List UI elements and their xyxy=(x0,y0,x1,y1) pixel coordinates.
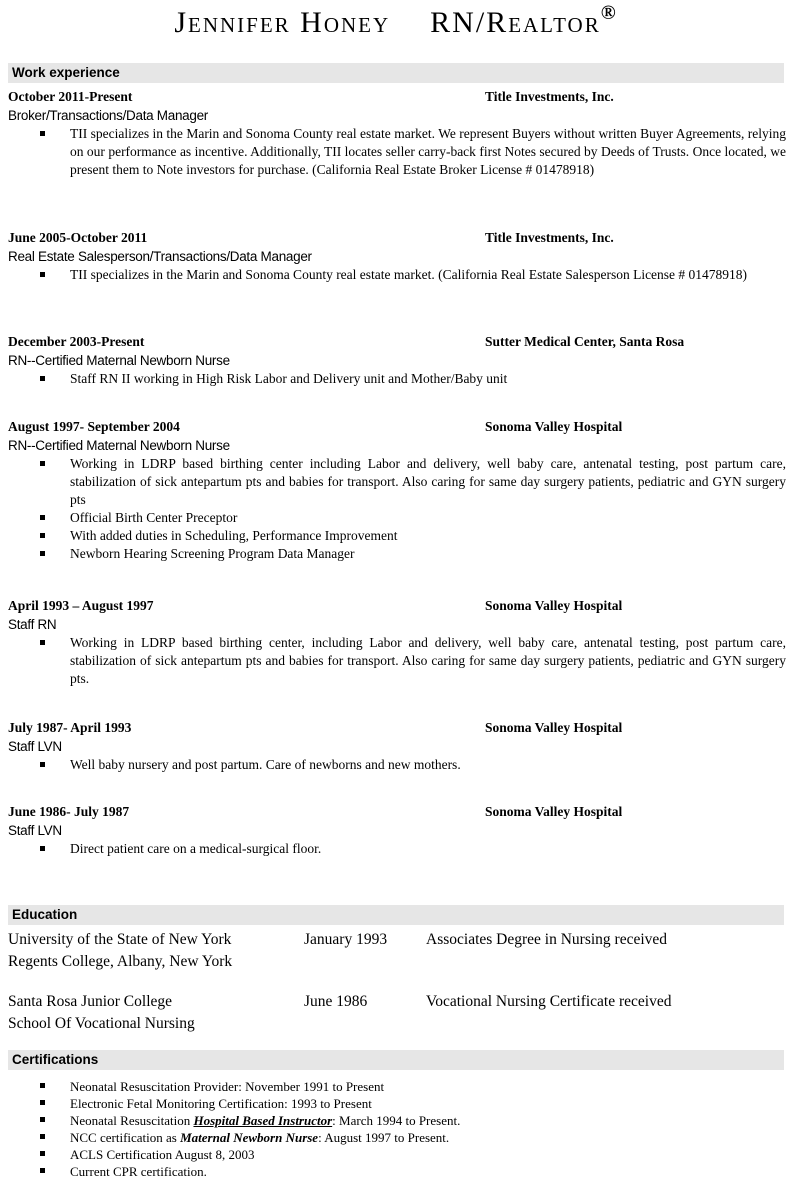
job-organization: Sutter Medical Center, Santa Rosa xyxy=(485,334,685,349)
job-organization: Sonoma Valley Hospital xyxy=(485,419,623,434)
job-organization: Sonoma Valley Hospital xyxy=(485,804,623,819)
certification-item: NCC certification as Maternal Newborn Nurse: August 1997 to Present. xyxy=(8,1129,786,1146)
emphasized-text: Maternal Newborn Nurse xyxy=(180,1130,319,1145)
job-bullet: Official Birth Center Preceptor xyxy=(8,509,786,527)
registered-mark: ® xyxy=(600,2,618,24)
certification-item: Electronic Fetal Monitoring Certification: 1993 to Present xyxy=(8,1095,786,1112)
section-header-work: Work experience xyxy=(8,63,784,83)
resume-title xyxy=(0,4,792,40)
bullet-square-icon xyxy=(40,1117,45,1122)
bullet-square-icon xyxy=(40,1151,45,1156)
credential-text: RN/Realtor xyxy=(430,6,601,39)
job-date: August 1997- September 2004 xyxy=(8,419,180,434)
emphasized-text: Hospital Based Instructor xyxy=(193,1113,333,1128)
job-bullet: TII specializes in the Marin and Sonoma County real estate market. (California Real Estate Salesperson License # 01478918) xyxy=(8,266,786,284)
bullet-square-icon xyxy=(40,1168,45,1173)
name-text: Jennifer Honey xyxy=(174,6,391,39)
bullet-square-icon xyxy=(40,461,45,466)
school-subname: Regents College, Albany, New York xyxy=(8,953,233,970)
certification-item: ACLS Certification August 8, 2003 xyxy=(8,1146,786,1163)
job-role: Staff LVN xyxy=(8,739,62,754)
job-entry xyxy=(8,230,786,284)
job-date: June 1986- July 1987 xyxy=(8,804,130,819)
job-bullet: Working in LDRP based birthing center including Labor and delivery, well baby care, antenatal testing, post partum care, stabilization of sick antepartum pts and babies for transport. Also caring for same day surgery patients, pediatric and GYN surgery pts xyxy=(8,455,786,509)
job-bullet: Direct patient care on a medical-surgical floor. xyxy=(8,840,786,858)
bullet-square-icon xyxy=(40,762,45,767)
job-bullet: Well baby nursery and post partum. Care of newborns and new mothers. xyxy=(8,756,786,774)
job-role: Real Estate Salesperson/Transactions/Data Manager xyxy=(8,249,312,264)
bullet-square-icon xyxy=(40,1134,45,1139)
bullet-square-icon xyxy=(40,376,45,381)
school-subname: School Of Vocational Nursing xyxy=(8,1015,195,1032)
job-bullet: TII specializes in the Marin and Sonoma County real estate market. We represent Buyers without written Buyer Agreements, relying on our performance as incentive. Additionally, TII locates seller carry-back first Notes secured by Deeds of Trusts. Once located, we present them to Note investors for purchase. (California Real Estate Broker License # 01478918) xyxy=(8,125,786,179)
section-header-certifications: Certifications xyxy=(8,1050,784,1070)
education-date: June 1986 xyxy=(304,993,368,1010)
job-entry xyxy=(8,804,786,858)
job-date: June 2005-October 2011 xyxy=(8,230,148,245)
job-date: April 1993 – August 1997 xyxy=(8,598,154,613)
school-name: University of the State of New York xyxy=(8,931,232,948)
bullet-square-icon xyxy=(40,533,45,538)
bullet-square-icon xyxy=(40,1083,45,1088)
bullet-square-icon xyxy=(40,551,45,556)
certification-item: Neonatal Resuscitation Provider: November 1991 to Present xyxy=(8,1078,786,1095)
job-organization: Title Investments, Inc. xyxy=(485,89,614,104)
education-degree: Vocational Nursing Certificate received xyxy=(426,993,672,1010)
job-bullet: Working in LDRP based birthing center, including Labor and delivery, well baby care, antenatal testing, post partum care, stabilization of sick antepartum pts and babies for transport. Also caring for same day surgery patients, pediatric and GYN surgery pts. xyxy=(8,634,786,688)
certification-item: Neonatal Resuscitation Hospital Based Instructor: March 1994 to Present. xyxy=(8,1112,786,1129)
school-name: Santa Rosa Junior College xyxy=(8,993,173,1010)
education-date: January 1993 xyxy=(304,931,388,948)
job-role: RN--Certified Maternal Newborn Nurse xyxy=(8,438,230,453)
job-bullet: Newborn Hearing Screening Program Data Manager xyxy=(8,545,786,563)
bullet-square-icon xyxy=(40,272,45,277)
job-organization: Title Investments, Inc. xyxy=(485,230,614,245)
education-degree: Associates Degree in Nursing received xyxy=(426,931,668,948)
job-bullet: With added duties in Scheduling, Performance Improvement xyxy=(8,527,786,545)
bullet-square-icon xyxy=(40,515,45,520)
job-organization: Sonoma Valley Hospital xyxy=(485,720,623,735)
certifications-list xyxy=(8,1078,786,1180)
job-role: RN--Certified Maternal Newborn Nurse xyxy=(8,353,230,368)
job-organization: Sonoma Valley Hospital xyxy=(485,598,623,613)
bullet-square-icon xyxy=(40,846,45,851)
bullet-square-icon xyxy=(40,1100,45,1105)
bullet-square-icon xyxy=(40,131,45,136)
certification-item: Current CPR certification. xyxy=(8,1163,786,1180)
job-entry xyxy=(8,598,786,688)
job-date: October 2011-Present xyxy=(8,89,133,104)
job-entry xyxy=(8,419,786,563)
job-role: Broker/Transactions/Data Manager xyxy=(8,108,208,123)
job-entry xyxy=(8,334,786,388)
job-role: Staff RN xyxy=(8,617,57,632)
job-date: December 2003-Present xyxy=(8,334,145,349)
bullet-square-icon xyxy=(40,640,45,645)
job-entry xyxy=(8,89,786,179)
job-entry xyxy=(8,720,786,774)
job-role: Staff LVN xyxy=(8,823,62,838)
section-header-education: Education xyxy=(8,905,784,925)
job-bullet: Staff RN II working in High Risk Labor and Delivery unit and Mother/Baby unit xyxy=(8,370,786,388)
job-date: July 1987- April 1993 xyxy=(8,720,132,735)
